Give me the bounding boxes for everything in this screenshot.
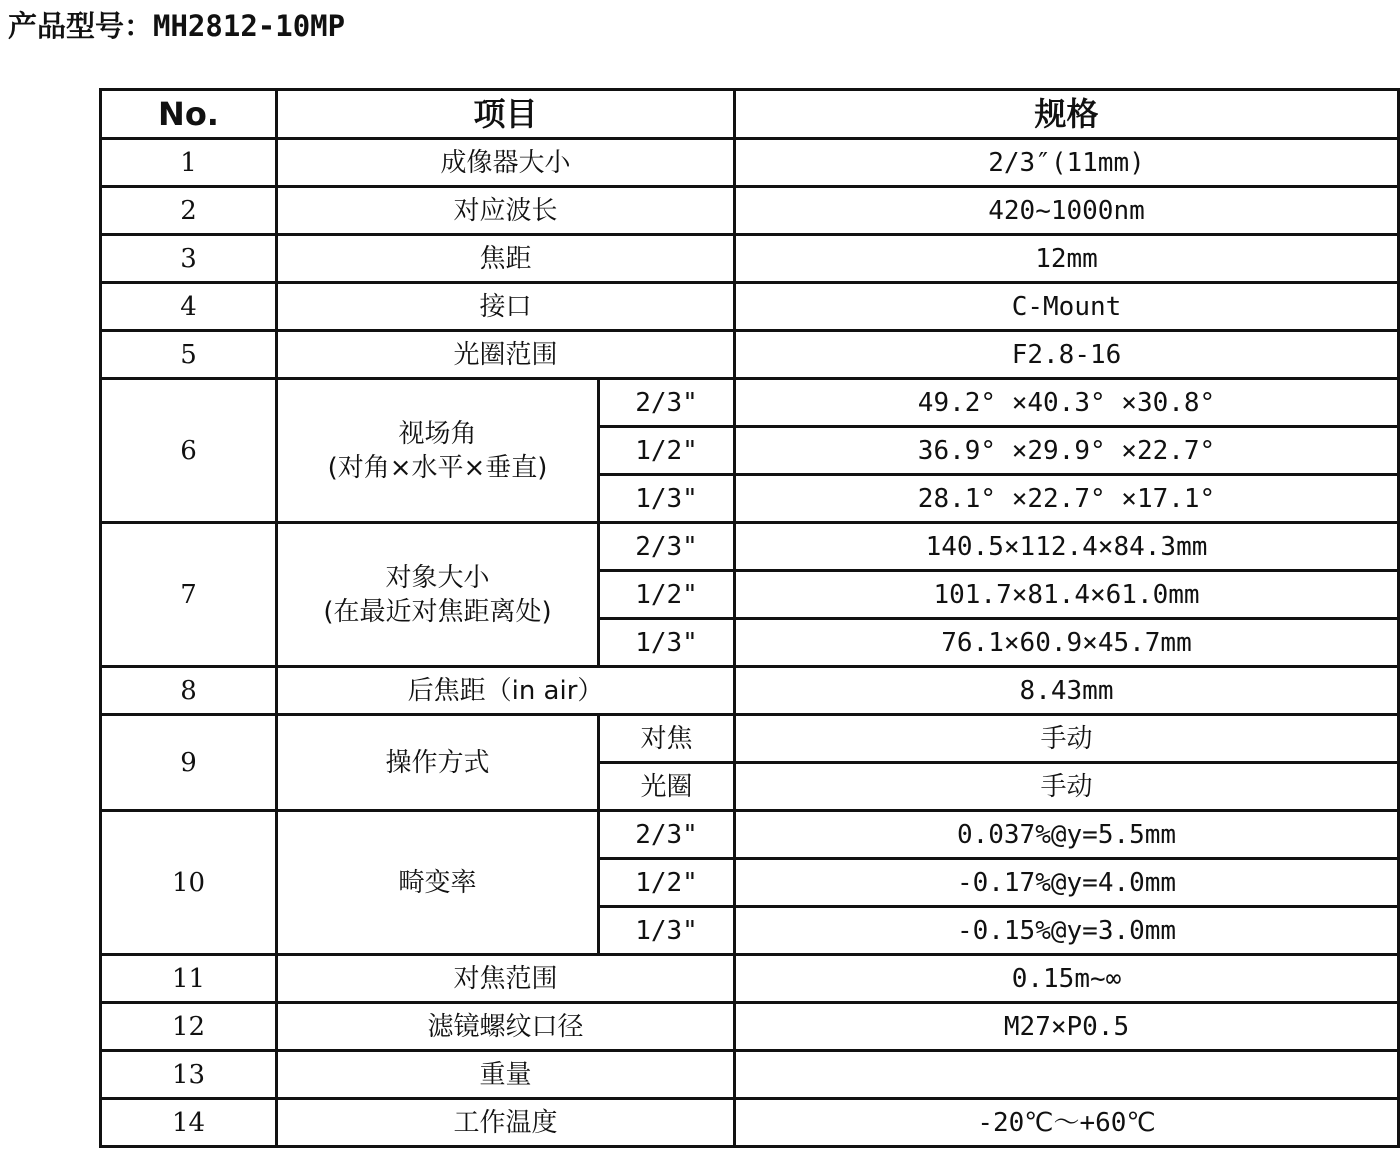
header-spec: 规格 [735, 90, 1399, 139]
row-spec: 手动 [735, 715, 1399, 763]
page-title [8, 4, 345, 48]
row-item: 工作温度 [277, 1099, 735, 1147]
table-row [101, 139, 1399, 187]
row-spec: 28.1° ×22.7° ×17.1° [735, 475, 1399, 523]
row-no: 1 [101, 139, 277, 187]
row-spec: M27×P0.5 [735, 1003, 1399, 1051]
sub-label: 1/2" [599, 859, 735, 907]
table-row [101, 283, 1399, 331]
row-item: 重量 [277, 1051, 735, 1099]
row-spec: 手动 [735, 763, 1399, 811]
row-spec: -20℃～+60℃ [735, 1099, 1399, 1147]
table-row [101, 811, 1399, 859]
row-item: 焦距 [277, 235, 735, 283]
table-row [101, 1051, 1399, 1099]
sub-label: 2/3" [599, 811, 735, 859]
row-item-line1: 对象大小 [385, 562, 490, 593]
table-header-row [101, 90, 1399, 139]
row-spec: C-Mount [735, 283, 1399, 331]
table-row [101, 331, 1399, 379]
row-item-line2: (在最近对焦距离处) [323, 596, 552, 627]
row-no: 14 [101, 1099, 277, 1147]
sub-label: 1/2" [599, 571, 735, 619]
row-no: 11 [101, 955, 277, 1003]
row-no: 13 [101, 1051, 277, 1099]
row-spec: 0.037%@y=5.5mm [735, 811, 1399, 859]
table-row [101, 379, 1399, 427]
sub-label: 2/3" [599, 523, 735, 571]
row-spec: 12mm [735, 235, 1399, 283]
row-item: 畸变率 [277, 811, 599, 955]
row-no: 7 [101, 523, 277, 667]
model-number: MH2812-10MP [153, 9, 346, 43]
table-row [101, 523, 1399, 571]
row-no: 8 [101, 667, 277, 715]
row-item: 光圈范围 [277, 331, 735, 379]
row-no: 5 [101, 331, 277, 379]
sub-label: 对焦 [599, 715, 735, 763]
sub-label: 2/3" [599, 379, 735, 427]
row-item: 对应波长 [277, 187, 735, 235]
row-no: 2 [101, 187, 277, 235]
table-row [101, 667, 1399, 715]
row-item-line1: 视场角 [398, 418, 477, 449]
row-spec: 101.7×81.4×61.0mm [735, 571, 1399, 619]
row-no: 3 [101, 235, 277, 283]
row-spec: 0.15m~∞ [735, 955, 1399, 1003]
row-spec [735, 1051, 1399, 1099]
row-item: 滤镜螺纹口径 [277, 1003, 735, 1051]
row-item-line2: (对角×水平×垂直) [327, 452, 548, 483]
sub-label: 光圈 [599, 763, 735, 811]
row-no: 12 [101, 1003, 277, 1051]
table-row [101, 235, 1399, 283]
row-no: 4 [101, 283, 277, 331]
sub-label: 1/3" [599, 475, 735, 523]
row-spec: 36.9° ×29.9° ×22.7° [735, 427, 1399, 475]
table-row [101, 715, 1399, 763]
row-no: 9 [101, 715, 277, 811]
row-item: 操作方式 [277, 715, 599, 811]
row-spec: F2.8-16 [735, 331, 1399, 379]
spec-table [99, 88, 1400, 1148]
sub-label: 1/3" [599, 619, 735, 667]
table-row [101, 1099, 1399, 1147]
row-item: 对焦范围 [277, 955, 735, 1003]
row-spec: -0.15%@y=3.0mm [735, 907, 1399, 955]
table-row [101, 955, 1399, 1003]
row-item [277, 523, 599, 667]
header-item: 项目 [277, 90, 735, 139]
table-row [101, 187, 1399, 235]
row-item: 后焦距（in air） [277, 667, 735, 715]
row-spec: 140.5×112.4×84.3mm [735, 523, 1399, 571]
row-spec: 76.1×60.9×45.7mm [735, 619, 1399, 667]
model-label: 产品型号： [8, 9, 154, 43]
table-row [101, 1003, 1399, 1051]
row-spec: 49.2° ×40.3° ×30.8° [735, 379, 1399, 427]
header-no: No. [101, 90, 277, 139]
row-no: 6 [101, 379, 277, 523]
row-item: 接口 [277, 283, 735, 331]
row-spec: 2/3″(11mm) [735, 139, 1399, 187]
row-spec: 8.43mm [735, 667, 1399, 715]
sub-label: 1/3" [599, 907, 735, 955]
row-item: 成像器大小 [277, 139, 735, 187]
row-no: 10 [101, 811, 277, 955]
row-item [277, 379, 599, 523]
sub-label: 1/2" [599, 427, 735, 475]
row-spec: -0.17%@y=4.0mm [735, 859, 1399, 907]
row-spec: 420~1000nm [735, 187, 1399, 235]
